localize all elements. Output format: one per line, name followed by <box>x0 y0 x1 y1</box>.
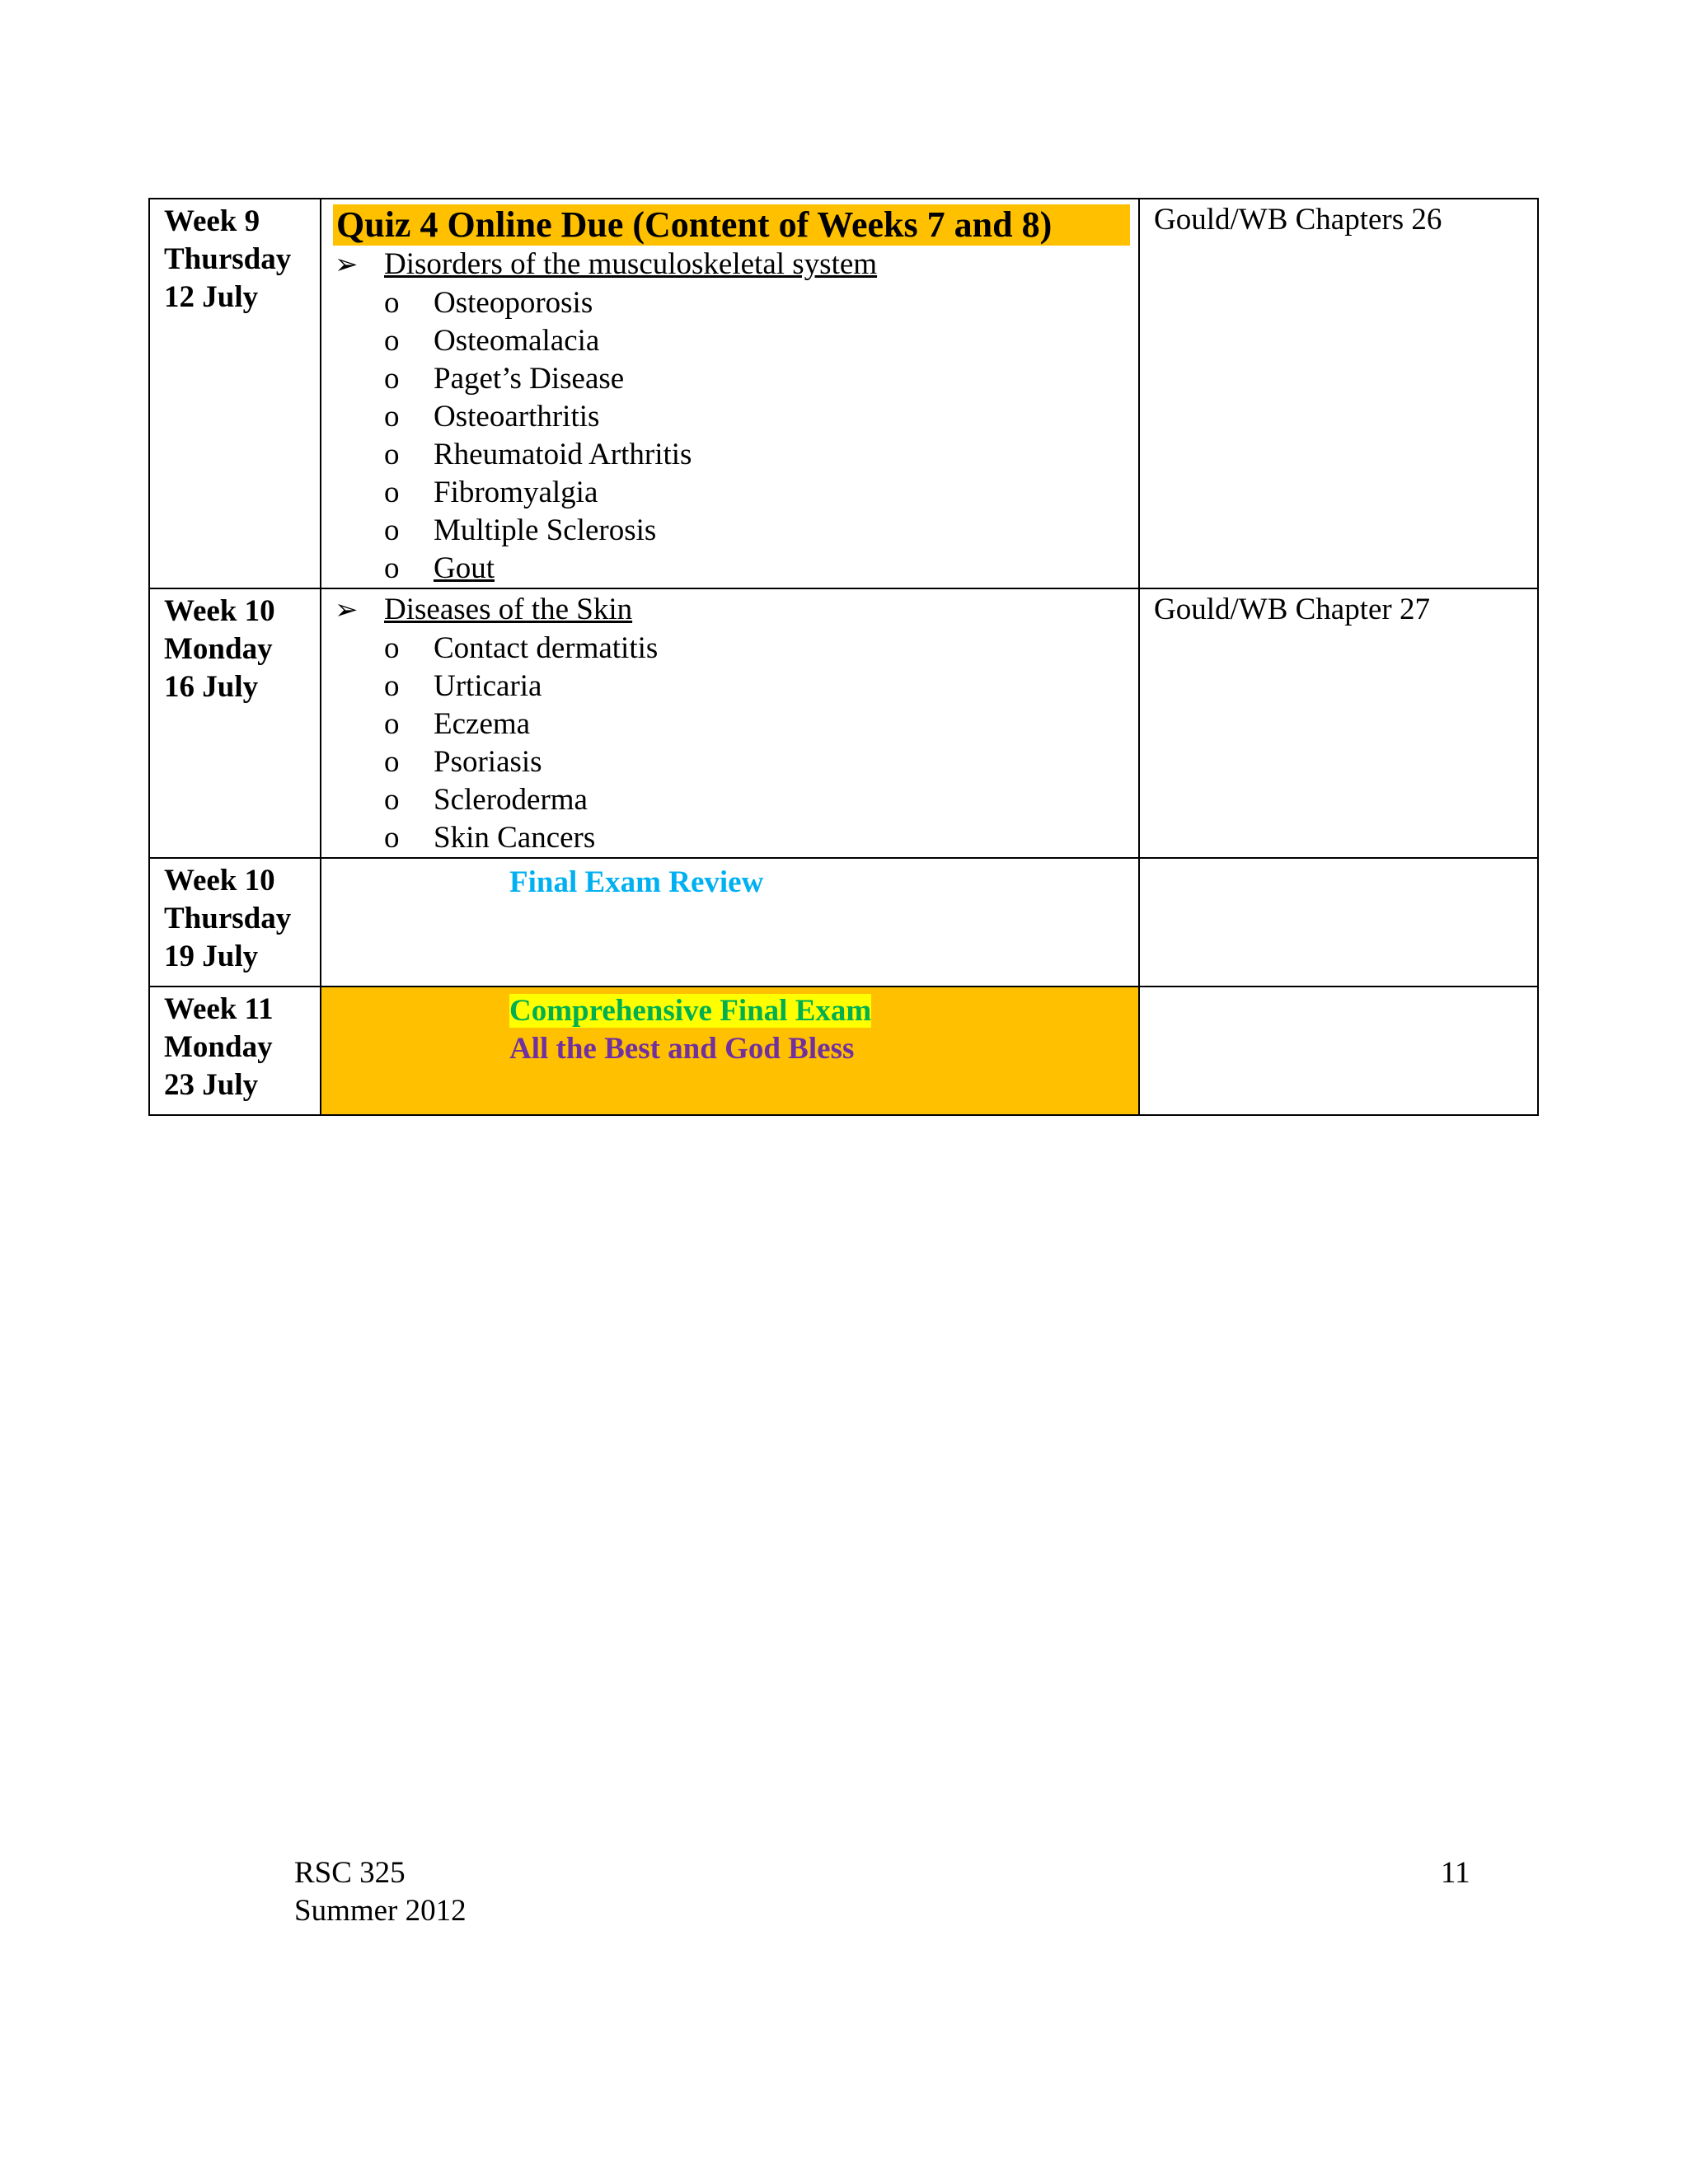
list-item <box>333 781 1130 819</box>
circle-bullet-icon: o <box>384 476 400 509</box>
content-cell <box>321 588 1139 858</box>
topic-line <box>333 246 1130 284</box>
date-cell <box>149 858 321 987</box>
list-item <box>333 512 1130 550</box>
page-number: 11 <box>1441 1856 1470 1890</box>
comprehensive-final-exam: Comprehensive Final Exam <box>509 994 872 1028</box>
week-label: Week 10 <box>164 864 275 898</box>
week-label: Week 9 <box>164 204 260 238</box>
table-row <box>149 987 1538 1115</box>
course-code: RSC 325 <box>294 1856 406 1890</box>
list-item-text: Rheumatoid Arthritis <box>434 438 692 471</box>
date-cell <box>149 987 321 1115</box>
reading-cell: Gould/WB Chapter 27 <box>1139 588 1538 858</box>
list-item-text: Gout <box>434 551 495 585</box>
arrow-bullet-icon: ➢ <box>335 250 359 280</box>
list-item-text: Paget’s Disease <box>434 362 625 396</box>
topic-heading: Disorders of the musculoskeletal system <box>384 247 878 281</box>
list-item <box>333 322 1130 360</box>
weekday-label: Thursday <box>164 902 292 935</box>
content-cell <box>321 858 1139 987</box>
list-item <box>333 436 1130 474</box>
topic-heading: Diseases of the Skin <box>384 593 633 626</box>
date-label: 19 July <box>164 940 259 973</box>
list-item-text: Scleroderma <box>434 783 588 817</box>
list-item-text: Multiple Sclerosis <box>434 513 657 547</box>
date-label: 16 July <box>164 670 259 704</box>
circle-bullet-icon: o <box>384 400 400 434</box>
list-item <box>333 398 1130 436</box>
week-label: Week 11 <box>164 992 274 1026</box>
term-label: Summer 2012 <box>294 1894 467 1928</box>
date-label: 23 July <box>164 1068 259 1102</box>
circle-bullet-icon: o <box>384 324 400 358</box>
list-item-text: Contact dermatitis <box>434 631 659 665</box>
date-cell <box>149 588 321 858</box>
weekday-label: Thursday <box>164 242 292 276</box>
weekday-label: Monday <box>164 1030 273 1064</box>
list-item-text: Urticaria <box>434 669 542 703</box>
list-item <box>333 550 1130 588</box>
circle-bullet-icon: o <box>384 286 400 320</box>
list-item <box>333 630 1130 668</box>
weekday-label: Monday <box>164 632 273 666</box>
closing-wish: All the Best and God Bless <box>509 1032 855 1066</box>
circle-bullet-icon: o <box>384 438 400 471</box>
reading-cell <box>1139 858 1538 987</box>
topic-line <box>333 591 1130 630</box>
list-item <box>333 743 1130 781</box>
arrow-bullet-icon: ➢ <box>335 595 359 626</box>
reading-cell: Gould/WB Chapters 26 <box>1139 199 1538 588</box>
list-item-text: Psoriasis <box>434 745 542 779</box>
list-item <box>333 474 1130 512</box>
table-row <box>149 858 1538 987</box>
reading-cell <box>1139 987 1538 1115</box>
circle-bullet-icon: o <box>384 551 400 585</box>
circle-bullet-icon: o <box>384 783 400 817</box>
list-item-text: Osteoarthritis <box>434 400 600 434</box>
circle-bullet-icon: o <box>384 631 400 665</box>
list-item-text: Skin Cancers <box>434 821 596 855</box>
footer-course-info <box>294 1854 467 1930</box>
circle-bullet-icon: o <box>384 362 400 396</box>
list-item <box>333 668 1130 705</box>
circle-bullet-icon: o <box>384 745 400 779</box>
circle-bullet-icon: o <box>384 513 400 547</box>
list-item-text: Fibromyalgia <box>434 476 598 509</box>
list-item <box>333 284 1130 322</box>
quiz-title: Quiz 4 Online Due (Content of Weeks 7 and 8) <box>333 204 1130 246</box>
list-item <box>333 360 1130 398</box>
table-row <box>149 199 1538 588</box>
circle-bullet-icon: o <box>384 707 400 741</box>
date-label: 12 July <box>164 280 259 314</box>
date-cell <box>149 199 321 588</box>
exam-line <box>509 992 1130 1030</box>
content-cell <box>321 199 1139 588</box>
content-cell <box>321 987 1139 1115</box>
list-item <box>333 819 1130 857</box>
schedule-table <box>148 198 1539 1116</box>
week-label: Week 10 <box>164 594 275 628</box>
final-exam-review: Final Exam Review <box>509 865 764 899</box>
list-item <box>333 705 1130 743</box>
table-row <box>149 588 1538 858</box>
list-item-text: Osteomalacia <box>434 324 600 358</box>
circle-bullet-icon: o <box>384 821 400 855</box>
list-item-text: Eczema <box>434 707 531 741</box>
circle-bullet-icon: o <box>384 669 400 703</box>
list-item-text: Osteoporosis <box>434 286 593 320</box>
